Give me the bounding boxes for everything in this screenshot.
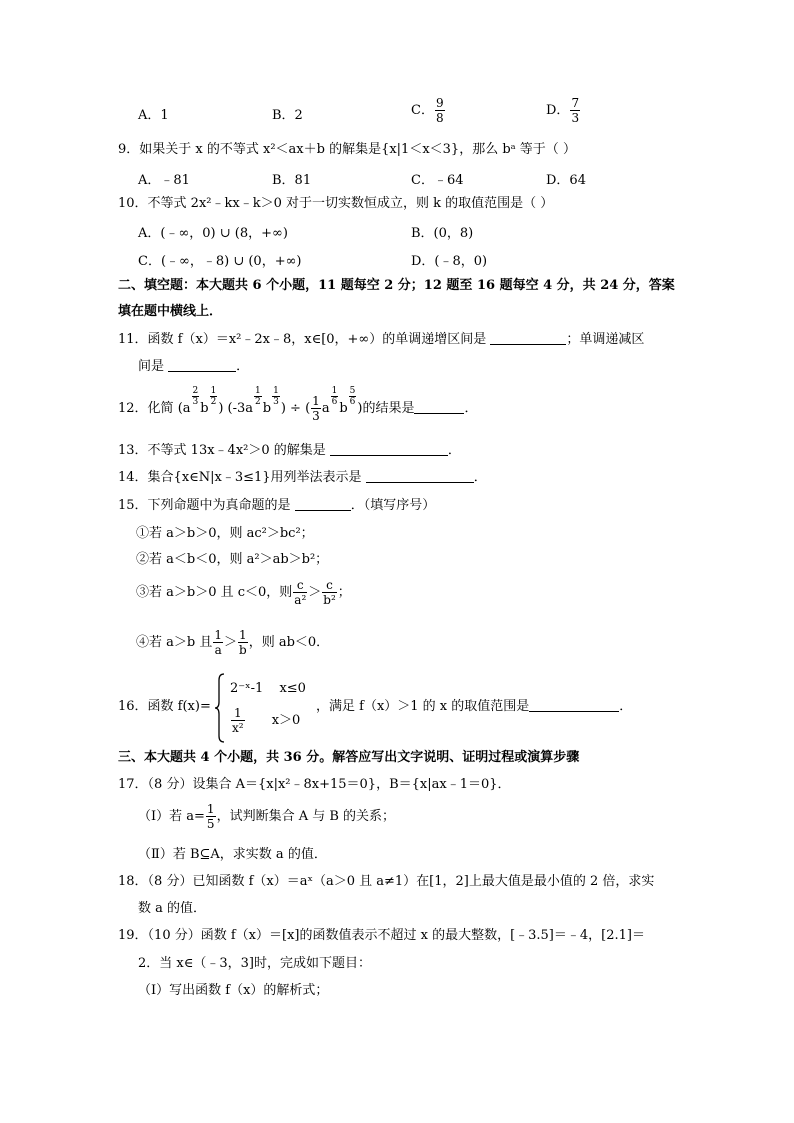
q12-term3-b: b: [339, 401, 348, 416]
q9-stem: 9．如果关于 x 的不等式 x²＜ax＋b 的解集是{x|1＜x＜3}，那么 bᵃ 等于（ ）: [118, 142, 576, 157]
q18-line2: 数 a 的值．: [138, 901, 207, 916]
q15-p4-prefix: ④若 a＞b 且: [136, 635, 213, 650]
q10-option-d: D．(﹣8，0): [411, 254, 488, 269]
q10-option-a: A．(﹣∞，0) ∪ (8，+∞): [138, 226, 288, 241]
fraction-denominator: 8: [435, 111, 444, 125]
q8-option-a: A．1: [138, 108, 169, 123]
q15-p3-prefix: ③若 a＞b＞0 且 c＜0，则: [136, 585, 293, 600]
section-2-heading-line1: 二、填空题：本大题共 6 个小题，11 题每空 2 分；12 题至 16 题每空 4 分，共 24 分，答案: [118, 278, 675, 293]
q16-case2-cond: x＞0: [271, 713, 301, 728]
q15-p4-end: ，则 ab＜0．: [248, 635, 330, 650]
q15-p3-fraction-2: [322, 578, 337, 607]
q12-term2-open: (-3a: [227, 401, 254, 416]
q15-p3-gt: ＞: [308, 585, 322, 600]
q14-answer-blank[interactable]: [366, 469, 474, 483]
q16-case1-expr: 2⁻ˣ-1: [230, 681, 264, 696]
q11-line1-tail: ；单调递减区: [566, 332, 645, 347]
q12-term3-a: a: [321, 401, 330, 416]
q13-tail: ．: [447, 443, 461, 458]
fraction-denominator: 5: [206, 817, 215, 831]
q8-option-b: B．2: [272, 108, 303, 123]
q12-term3-open: (: [305, 401, 311, 416]
q12-term3-exp2: [349, 386, 357, 407]
q15-proposition-1: ①若 a＞b＞0，则 ac²＞bc²；: [136, 526, 314, 541]
q11-line2-tail: ．: [236, 359, 250, 374]
q12-term1-exp1: [192, 386, 200, 407]
exponent-numerator: 2: [192, 386, 199, 396]
exponent-denominator: 6: [331, 397, 338, 407]
q14-text: 14．集合{x∈N|x﹣3≤1}用列举法表示是: [118, 470, 362, 485]
q12-term2-exp2: [272, 386, 280, 407]
fraction-denominator: 3: [312, 409, 320, 423]
q16-case-1: [230, 680, 306, 698]
q15-tail: ．（填写序号）: [350, 498, 436, 513]
fraction-denominator: a²: [294, 593, 307, 607]
q16-case2-fraction: [231, 706, 245, 735]
q12-term1-exp2: [210, 386, 218, 407]
q12-line: [118, 386, 477, 426]
q11-line2-text: 间是: [138, 359, 165, 374]
q17-stem: 17．（8 分）设集合 A＝{x|x²﹣8x+15＝0}，B＝{x|ax﹣1＝0}．: [118, 777, 511, 792]
q17-part-2: （Ⅱ）若 B⊆A，求实数 a 的值．: [138, 847, 327, 862]
exponent-numerator: 1: [331, 386, 338, 396]
q17-p1-prefix: （Ⅰ）若 a=: [138, 809, 205, 824]
q13-answer-blank[interactable]: [330, 442, 448, 456]
q8-option-c-label: C．: [411, 103, 434, 118]
q16-case1-cond: x≤0: [279, 681, 306, 696]
exponent-numerator: 1: [273, 386, 279, 396]
q11-answer-blank-2[interactable]: [168, 358, 236, 372]
q10-stem: 10．不等式 2x²﹣kx﹣k＞0 对于一切实数恒成立，则 k 的取值范围是（ ）: [118, 196, 554, 211]
q15-proposition-4: [136, 626, 329, 660]
q12-prefix: 12．化简: [118, 401, 174, 416]
q12-answer-blank[interactable]: [414, 400, 464, 414]
q16-case-2: [230, 704, 300, 738]
q13-text: 13．不等式 13x﹣4x²＞0 的解集是: [118, 443, 326, 458]
q13-line: [118, 442, 461, 460]
fraction-denominator: a: [214, 643, 222, 657]
q15-p3-fraction-1: [293, 578, 307, 607]
exponent-denominator: 2: [210, 397, 217, 407]
fraction-numerator: 7: [571, 96, 580, 110]
exponent-denominator: 3: [273, 397, 279, 407]
fraction-denominator: b: [239, 643, 247, 657]
fraction-numerator: 9: [435, 96, 444, 110]
q11-line2: [138, 358, 249, 376]
fraction-denominator: x²: [232, 721, 244, 735]
q15-stem: [118, 497, 435, 515]
fraction-denominator: 3: [571, 111, 580, 125]
q15-p4-fraction-1: [213, 628, 223, 657]
fraction-numerator: 1: [231, 706, 245, 721]
q14-tail: ．: [473, 470, 487, 485]
q12-term3-close: ): [357, 401, 363, 416]
q12-divide-sign: ÷: [290, 401, 301, 416]
q12-term1-b: b: [200, 401, 209, 416]
q12-term2-exp1: [254, 386, 262, 407]
q8-option-c-fraction: [435, 96, 445, 125]
q10-option-b: B．(0，8): [411, 226, 474, 241]
q16-suffix: ，满足 f（x）＞1 的 x 的取值范围是: [316, 699, 530, 714]
q17-p1-fraction: [206, 802, 216, 831]
section-2-heading-line2: 填在题中横线上．: [118, 304, 223, 319]
q8-option-d-fraction: [570, 96, 580, 125]
q12-term1-close: ): [218, 401, 224, 416]
q16-suffix-line: [316, 698, 632, 716]
q19-line1: 19．（10 分）函数 f（x）＝[x]的函数值表示不超过 x 的最大整数，[﹣3.5]＝﹣4，[2.1]＝: [118, 928, 645, 943]
q8-option-d: [546, 96, 581, 125]
q15-proposition-3: [136, 576, 351, 610]
q18-line1: 18．（8 分）已知函数 f（x）＝aˣ（a＞0 且 a≠1）在[1，2]上最大值是最小值的 2 倍，求实: [118, 874, 655, 889]
q19-line3: （Ⅰ）写出函数 f（x）的解析式；: [138, 983, 329, 998]
q16-piecewise-brace: [214, 672, 226, 744]
q17-p1-post: ，试判断集合 A 与 B 的关系；: [216, 809, 396, 824]
fraction-denominator: b²: [323, 593, 336, 607]
q12-term3-coef: [311, 394, 321, 423]
q12-term3-exp1: [331, 386, 339, 407]
exponent-numerator: 1: [255, 386, 261, 396]
q11-text: 11．函数 f（x）＝x²﹣2x﹣8，x∈[0，+∞）的单调递增区间是: [118, 332, 487, 347]
q9-option-b: B．81: [272, 173, 312, 188]
q11-answer-blank-1[interactable]: [490, 331, 566, 345]
q15-answer-blank[interactable]: [295, 497, 351, 511]
q15-p4-fraction-2: [238, 628, 248, 657]
q14-line: [118, 469, 487, 487]
q15-p4-gt: ＞: [223, 635, 237, 650]
section-3-heading: 三、本大题共 4 个小题，共 36 分。解答应写出文字说明、证明过程或演算步骤: [118, 750, 580, 765]
q19-line2: 2．当 x∈（﹣3，3]时，完成如下题目：: [138, 956, 371, 971]
q15-text: 15．下列命题中为真命题的是: [118, 498, 291, 513]
q12-term2-close: ): [280, 401, 286, 416]
q16-answer-blank[interactable]: [529, 698, 619, 712]
q8-option-c: [411, 96, 446, 125]
q15-proposition-2: ②若 a＜b＜0，则 a²＞ab＞b²；: [136, 552, 329, 567]
q12-term2-b: b: [262, 401, 272, 416]
fraction-numerator: 1: [312, 394, 320, 408]
q16-prefix: 16．函数 f(x)=: [118, 699, 211, 714]
exponent-denominator: 3: [192, 397, 199, 407]
q12-tail: ．: [464, 401, 478, 416]
fraction-numerator: 1: [214, 628, 222, 642]
fraction-numerator: 1: [239, 628, 247, 642]
q10-option-c: C．(﹣∞，﹣8) ∪ (0，+∞): [138, 254, 302, 269]
q9-option-d: D．64: [546, 173, 586, 188]
q8-option-d-label: D．: [546, 103, 570, 118]
q15-p3-end: ；: [337, 585, 351, 600]
fraction-numerator: 1: [206, 802, 215, 816]
q12-term1-open: (a: [177, 401, 191, 416]
fraction-numerator: c: [293, 578, 307, 593]
q12-suffix: 的结果是: [362, 401, 415, 416]
q9-option-a: A．﹣81: [138, 173, 190, 188]
q17-part-1: [138, 800, 395, 834]
exponent-numerator: 1: [210, 386, 217, 396]
exponent-numerator: 5: [349, 386, 356, 396]
exponent-denominator: 6: [349, 397, 356, 407]
fraction-numerator: c: [322, 578, 337, 593]
q11-line1: [118, 331, 644, 349]
exponent-denominator: 2: [255, 397, 261, 407]
q9-option-c: C．﹣64: [411, 173, 464, 188]
q16-tail: ．: [619, 699, 633, 714]
